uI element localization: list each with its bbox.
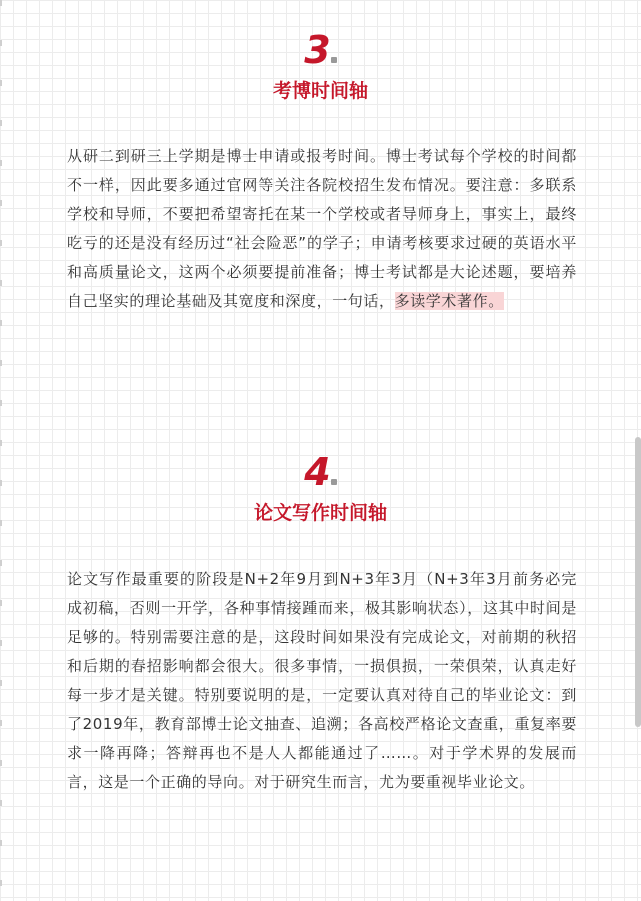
section-3-title: 考博时间轴 (272, 80, 368, 102)
section-3-number: 3 (304, 28, 330, 72)
section-3-paragraph (67, 142, 577, 316)
section-4 (0, 450, 641, 525)
section-4-paragraph: 论文写作最重要的阶段是N+2年9月到N+3年3月（N+3年3月前务必完成初稿，否则一开学，各种事情接踵而来，极其影响状态），这其中时间是足够的。特别需要注意的是，这段时间如果没有完成论文，对前期的秋招和后期的春招影响都会很大。很多事情，一损俱损，一荣俱荣，认真走好每一步才是关键。特别要说明的是，一定要认真对待自己的毕业论文：到了2019年，教育部博士论文抽查、追溯；各高校严格论文查重，重复率要求一降再降；答辩再也不是人人都能通过了……。对于学术界的发展而言，这是一个正确的导向。对于研究生而言，尤为要重视毕业论文。 (67, 570, 577, 791)
section-3-highlighted-text: 多读学术著作。 (394, 292, 504, 310)
section-3-paragraph-text: 从研二到研三上学期是博士申请或报考时间。博士考试每个学校的时间都不一样，因此要多通过官网等关注各院校招生发布情况。要注意：多联系学校和导师，不要把希望寄托在某一个学校或者导师身上，事实上，最终吃亏的还是没有经历过“社会险恶”的学子；申请考核要求过硬的英语水平和高质量论文，这两个必须要提前准备；博士考试都是大论述题，要培养自己坚实的理论基础及其宽度和深度，一句话， (67, 147, 577, 310)
section-3-number-badge (0, 28, 641, 72)
section-3 (0, 28, 641, 103)
scrollbar-thumb[interactable] (635, 437, 641, 727)
section-4-number-dot (331, 479, 337, 485)
section-4-number: 4 (304, 450, 330, 494)
section-3-number-dot (331, 57, 337, 63)
section-4-title: 论文写作时间轴 (253, 502, 387, 524)
section-4-number-badge (0, 450, 641, 494)
